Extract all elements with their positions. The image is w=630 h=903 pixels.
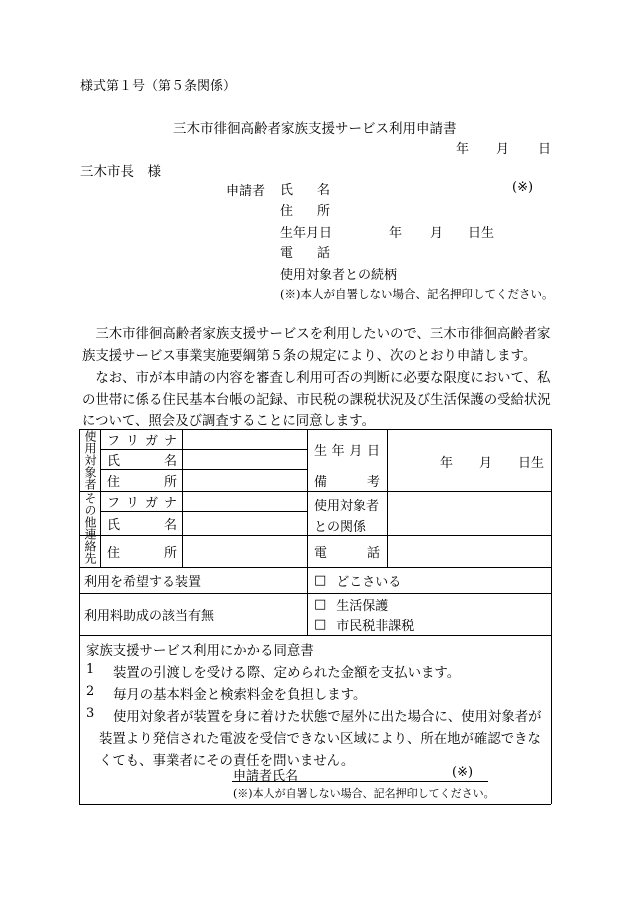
applicant-birth-day: 日生 [468,226,495,241]
label-name-2: 氏 名 [107,517,177,533]
body-p1-line2: 族支援サービス事業実施要綱第５条の規定により、次のとおり申請します。 [82,349,537,364]
applicant-birth-label: 生年月日 [280,226,333,241]
subsidy-option-welfare[interactable] [314,594,388,614]
signer-underline[interactable] [232,781,488,782]
label-relation-line2: との関係 [314,520,367,535]
consent-item-2-num: 2 [86,684,95,699]
contact-address-field[interactable] [183,536,306,567]
label-address-2: 住 所 [107,545,177,561]
device-option-label: どこさいる [336,574,402,590]
applicant-address-label: 住 所 [280,203,330,219]
consent-note: (※)本人が自署しない場合、記名押印してください。 [233,787,495,800]
applicant-birth-month: 月 [430,226,444,241]
label-furigana-2: フ リ ガ ナ [107,495,177,511]
body-p1-line1: 三木市徘徊高齢者家族支援サービスを利用したいので、三木市徘徊高齢者家 [82,327,551,342]
addressee: 三木市長 様 [80,164,161,180]
device-checkbox[interactable]: □ [314,572,327,588]
dob-field[interactable] [388,430,550,469]
label-furigana-1: フ リ ガ ナ [107,433,177,449]
consent-item-3-line1: 使用対象者が装置を身に着けた状態で屋外に出た場合に、使用対象者が [113,710,542,725]
subsidy-option-tax-exempt[interactable] [314,614,414,635]
subsidy-welfare-checkbox[interactable]: □ [314,596,327,612]
form-id: 様式第１号（第５条関係） [80,79,237,94]
label-phone: 電 話 [314,545,380,561]
target-name-field[interactable] [183,450,306,469]
applicant-birth-year: 年 [389,226,403,241]
label-remarks: 備 考 [314,474,380,490]
applicant-label: 申請者 [226,184,266,199]
applicant-name-label: 氏 名 [280,182,330,198]
contact-furigana-field[interactable] [183,492,306,511]
dob-year: 年 [440,456,454,471]
date-day: 日 [538,142,552,157]
consent-signer-label: 申請者氏名 [233,769,299,784]
label-date-of-birth: 生 年 月 日 [314,443,380,459]
body-p2-line2: の世帯に係る住民基本台帳の記録、市民税の課税状況及び生活保護の受給状況 [82,393,551,408]
applicant-note: (※)本人が自署しない場合、記名押印してください。 [280,287,554,301]
label-subsidy: 利用料助成の該当有無 [84,608,215,624]
device-option-dokosairu[interactable] [314,567,401,593]
consent-item-3-num: 3 [86,706,95,721]
group-label-target-user: 使用対象者 [83,430,97,490]
dob-month: 月 [479,456,493,471]
target-address-field[interactable] [183,470,306,491]
target-furigana-field[interactable] [183,430,306,449]
consent-item-3-line2: 装置より発信された電波を受信できない区域により、所在地が確認できな [99,732,541,747]
body-p2-line1: なお、市が本申請の内容を審査し利用可否の判断に必要な限度において、私 [82,371,551,386]
dob-day: 日生 [518,456,545,471]
subsidy-tax-exempt-checkbox[interactable]: □ [314,617,327,632]
consent-item-1-num: 1 [86,662,95,677]
label-relation-line1: 使用対象者 [314,499,380,514]
label-address-1: 住 所 [107,474,177,490]
body-p2-line3: について、照会及び調査することに同意します。 [82,414,375,429]
applicant-relation-label: 使用対象者との続柄 [280,268,398,283]
date-month: 月 [496,142,510,157]
date-year: 年 [456,142,470,157]
applicant-seal-mark: (※) [512,180,534,195]
subsidy-welfare-label: 生活保護 [336,598,389,614]
relation-field[interactable] [388,492,550,535]
label-name-1: 氏 名 [107,453,177,469]
remarks-field[interactable] [388,470,550,491]
page-title: 三木市徘徊高齢者家族支援サービス利用申請書 [173,121,457,137]
contact-name-field[interactable] [183,512,306,535]
subsidy-tax-exempt-label: 市民税非課税 [336,619,415,634]
phone-field[interactable] [388,536,550,567]
group-label-other-contact: その他連絡先 [83,492,97,564]
consent-item-2-text: 毎月の基本料金と検索料金を負担します。 [113,688,367,703]
consent-title: 家族支援サービス利用にかかる同意書 [86,644,314,659]
consent-item-3-line3: くても、事業者にその責任を問いません。 [99,754,355,769]
label-device: 利用を希望する装置 [84,574,202,590]
applicant-phone-label: 電 話 [280,245,330,261]
consent-signer-mark: (※) [452,765,474,780]
consent-item-1-text: 装置の引渡しを受ける際、定められた金額を支払います。 [113,666,461,681]
